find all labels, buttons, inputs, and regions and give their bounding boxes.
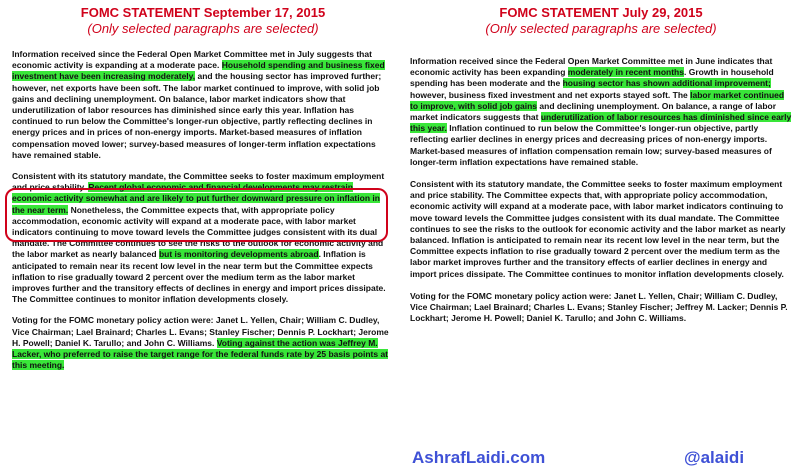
statement-text: Voting for the FOMC monetary policy action were: Janet L. Yellen, Chair; William C. Dudley, Vice Chairman; Lael Brainard; Charles L. Evans; Stanley Fischer; Dennis P. Lockhart; Jerome H. Powell; Daniel K. Tarullo; and John C. Williams.	[12, 315, 389, 348]
twitter-handle-watermark: @alaidi	[684, 448, 745, 467]
statement-text: . Inflation is anticipated to remain near its recent low level in the near term but the Committee expects inflation to rise gradually toward 2 percent over the medium term as the labor market improves further and the transitory effects of declines in energy and import prices dissipate. The Committee continues to monitor inflation developments closely.	[12, 249, 386, 305]
july-paragraph-2	[410, 179, 792, 280]
september-statement-column	[12, 0, 394, 371]
statement-text: however, business fixed investment and net exports stayed soft. The	[410, 89, 691, 100]
statement-text: Nonetheless, the Committee expects that, with appropriate policy accommodation, economic activity will expand at a moderate pace, with labor market indicators continuing to move toward levels the Committee judges consistent with its dual mandate. The Committee continues to see the risks to the outlook for economic activity and the labor market as nearly balanced	[12, 204, 384, 260]
highlighted-text: Household spending and business fixed investment have been increasing moderately,	[12, 60, 385, 82]
statement-text: Inflation continued to run below the Committee's longer-run objective, partly reflecting earlier declines in energy prices and decreasing prices of non-energy imports. Market-based measures of inflation compensation remain low; survey‑based measures of longer-term inflation expectations have remained stable.	[410, 123, 772, 167]
statement-text: . Growth in household spending has been moderate and the	[410, 67, 774, 89]
september-statement-title: FOMC STATEMENT September 17, 2015	[80, 5, 326, 20]
september-paragraph-3	[12, 315, 394, 371]
statement-text: and declining unemployment. On balance, a range of labor market indicators suggests that	[410, 100, 777, 123]
highlighted-text: moderately in recent months	[567, 67, 684, 78]
september-statement-subtitle: (Only selected paragraphs are selected)	[87, 21, 319, 36]
statement-text: Voting for the FOMC monetary policy action were: Janet L. Yellen, Chair; William C. Dudley, Vice Chairman; Lael Brainard; Charles L. Evans; Stanley Fischer; Jeffrey M. Lacker; Dennis P. Lockhart; Jerome H. Powell; Daniel K. Tarullo; and John C. Williams.	[410, 290, 788, 324]
highlighted-text: housing sector has shown additional improvement;	[562, 78, 771, 89]
july-paragraph-3	[410, 291, 792, 325]
statement-text: and the housing sector has improved further; however, net exports have been soft. The labor market continued to improve, with solid job gains and declining unemployment. On balance, labor market indicators show that underutilization of labor resources has diminished since early this year. Inflation has continued to run below the Committee's longer-run objective, partly reflecting declines in energy prices and in prices of non-energy imports. Market-based measures of inflation compensation moved lower; survey-based measures of longer-term inflation expectations have remained stable.	[12, 71, 382, 160]
highlighted-text: underutilization of labor resources has diminished since early this year.	[410, 112, 792, 134]
website-watermark: AshrafLaidi.com	[412, 448, 546, 467]
july-statement-subtitle: (Only selected paragraphs are selected)	[485, 21, 717, 36]
statement-text: Consistent with its statutory mandate, the Committee seeks to foster maximum employment and price stability. The Committee expects that, with appropriate policy accommodation, economic activity will expand at a moderate pace, with labor market indicators continuing to move toward levels the Committee judges consistent with its dual mandate. The Committee continues to see the risks to the outlook for economic activity and the labor market as nearly balanced. Inflation is anticipated to remain near its recent low level in the near term, but the Committee expects inflation to rise gradually toward 2 percent over the medium term as the labor market improves further and the transitory effects of earlier declines in energy and import prices dissipate. The Committee continues to monitor inflation developments closely.	[410, 179, 786, 279]
july-statement-title: FOMC STATEMENT July 29, 2015	[499, 5, 703, 20]
global-developments-callout-box	[5, 188, 388, 242]
july-paragraph-1	[410, 56, 792, 168]
highlighted-text: but is monitoring developments abroad	[158, 249, 319, 260]
july-statement-column	[410, 0, 792, 324]
highlighted-text: Recent global economic and financial developments may restrain economic activity somewhat and are likely to put further downward pressure on inflation in the near term.	[12, 182, 380, 215]
september-paragraph-1	[12, 49, 394, 161]
highlighted-text: labor market continued to improve, with solid job gains	[410, 89, 785, 111]
statement-text: Information received since the Federal Open Market Committee met in June indicates that economic activity has been expanding	[410, 56, 773, 78]
statement-text: Information received since the Federal Open Market Committee met in July suggests that economic activity is expanding at a moderate pace.	[12, 49, 372, 71]
highlighted-text: Voting against the action was Jeffrey M. Lacker, who preferred to raise the target range for the federal funds rate by 25 basis points at this meeting.	[12, 337, 388, 371]
statement-text: Consistent with its statutory mandate, the Committee seeks to foster maximum employment and price stability.	[12, 171, 385, 193]
